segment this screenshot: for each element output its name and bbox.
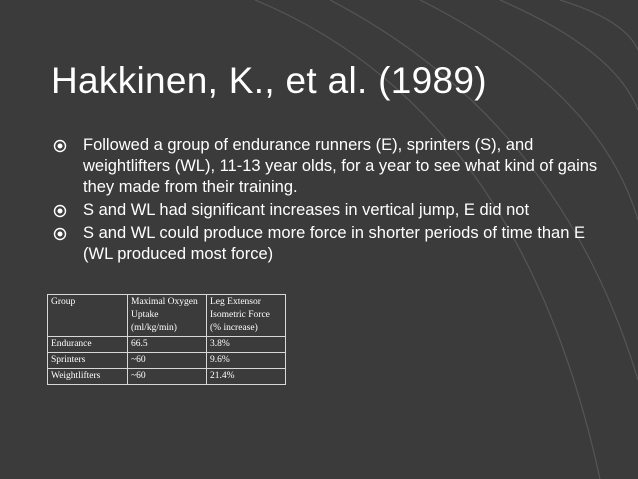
table-cell: ~60: [128, 353, 207, 369]
table-cell: Sprinters: [48, 353, 128, 369]
table-cell: 66.5: [128, 337, 207, 353]
bullet-item: [53, 135, 613, 198]
results-table: [47, 294, 286, 385]
table-cell: Weightlifters: [48, 369, 128, 385]
table-cell: ~60: [128, 369, 207, 385]
table-cell: 9.6%: [207, 353, 286, 369]
bullet-list: [53, 135, 613, 267]
bullet-item: [53, 200, 613, 221]
bullet-item: [53, 223, 613, 265]
header-cell: Maximal Oxygen Uptake (ml/kg/min): [128, 295, 207, 337]
circle-bullet-icon: [53, 139, 67, 153]
circle-bullet-icon: [53, 227, 67, 241]
table-cell: 3.8%: [207, 337, 286, 353]
circle-bullet-icon: [53, 204, 67, 218]
table-header-row: [48, 295, 286, 337]
table-cell: Endurance: [48, 337, 128, 353]
bullet-text: Followed a group of endurance runners (E), sprinters (S), and weightlifters (WL), 11-13 year olds, for a year to see what kind of gains they made from their training.: [83, 136, 598, 196]
header-cell: Group: [48, 295, 128, 337]
table-cell: 21.4%: [207, 369, 286, 385]
table-row: [48, 337, 286, 353]
slide-title: Hakkinen, K., et al. (1989): [51, 60, 487, 101]
bullet-text: S and WL could produce more force in shorter periods of time than E (WL produced most force): [83, 224, 585, 263]
header-cell: Leg Extensor Isometric Force (% increase): [207, 295, 286, 337]
table-row: [48, 353, 286, 369]
table-row: [48, 369, 286, 385]
bullet-text: S and WL had significant increases in vertical jump, E did not: [83, 201, 530, 219]
